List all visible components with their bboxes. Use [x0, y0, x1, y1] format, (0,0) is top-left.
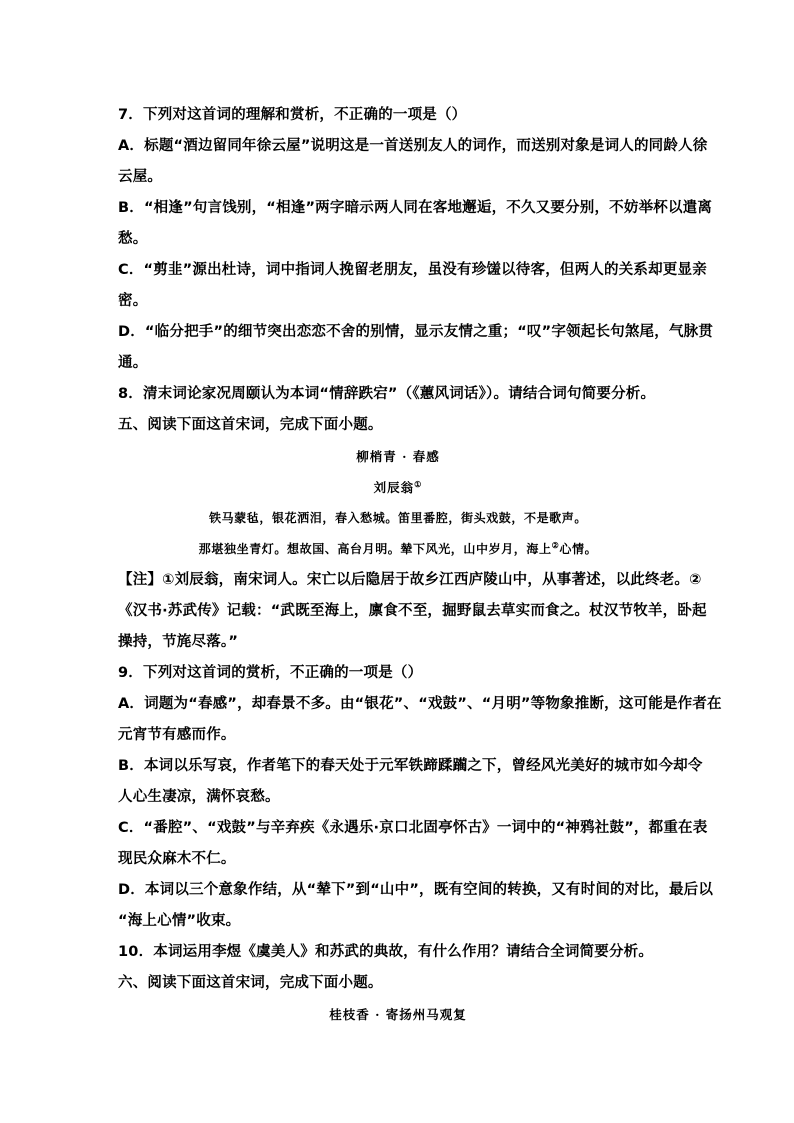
poem1-line1: 铁马蒙毡，银花洒泪，春入愁城。笛里番腔，街头戏鼓，不是歌声。 — [208, 511, 587, 525]
note-line1: 【注】①刘辰翁，南宋词人。宋亡以后隐居于故乡江西庐陵山中，从事著述，以此终老。② — [118, 572, 702, 588]
option-7c-line1: C．“剪韭”源出杜诗，词中指词人挽留老朋友，虽没有珍馐以待客，但两人的关系却更显亲 — [118, 262, 707, 278]
section-6-heading: 六、阅读下面这首宋词，完成下面小题。 — [118, 975, 383, 991]
poem1-author-note-mark: ① — [414, 478, 423, 489]
poem1-line2-text-a: 那堪独坐青灯。想故国、高台月明。辇下风光，山中岁月，海上 — [198, 542, 552, 556]
note-line3: 操持，节旄尽落。” — [118, 634, 239, 650]
option-9b-line2: 人心生凄凉，满怀哀愁。 — [118, 789, 280, 805]
option-7d-line1: D．“临分把手”的细节突出恋恋不舍的别情，显示友情之重；“叹”字领起长句煞尾，气脉贯 — [118, 324, 714, 340]
poem2-title: 桂枝香 · 寄扬州马观复 — [329, 1007, 467, 1022]
option-9d-line1: D．本词以三个意象作结，从“辇下”到“山中”，既有空间的转换，又有时间的对比，最后以 — [118, 882, 714, 898]
poem1-line2 — [118, 534, 678, 565]
document-content — [118, 100, 722, 1030]
poem1-line2-note-mark: ② — [551, 540, 560, 550]
question-8: 8．清末词论家况周颐认为本词“情辞跌宕”（《蕙风词话》）。请结合词句简要分析。 — [118, 386, 656, 402]
option-9c-line1: C．“番腔”、“戏鼓”与辛弃疾《永遇乐·京口北固亭怀古》一词中的“神鸦社鼓”，都重在表 — [118, 820, 708, 836]
option-9d-line2: “海上心情”收束。 — [118, 913, 241, 929]
poem1-author — [118, 472, 678, 503]
note-line2: 《汉书·苏武传》记载：“武既至海上，廪食不至，掘野鼠去草实而食之。杖汉节牧羊，卧起 — [118, 603, 707, 619]
poem1-title: 柳梢青 · 春感 — [356, 449, 440, 464]
poem1-line2-text-b: 心情。 — [559, 542, 598, 556]
option-7b-line1: B．“相逢”句言饯别，“相逢”两字暗示两人同在客地邂逅，不久又要分别，不妨举杯以遣离 — [118, 200, 713, 216]
option-9b-line1: B．本词以乐写哀，作者笔下的春天处于元军铁蹄蹂躏之下，曾经风光美好的城市如今却令 — [118, 758, 703, 774]
option-9a-line2: 元宵节有感而作。 — [118, 727, 236, 743]
question-7: 7．下列对这首词的理解和赏析，不正确的一项是（） — [118, 107, 467, 123]
option-7d-line2: 通。 — [118, 355, 148, 371]
option-7b-line2: 愁。 — [118, 231, 148, 247]
option-9c-line2: 现民众麻木不仁。 — [118, 851, 236, 867]
option-7a-line1: A．标题“酒边留同年徐云屋”说明这是一首送别友人的词作，而送别对象是词人的同龄人徐 — [118, 138, 708, 154]
section-5-heading: 五、阅读下面这首宋词，完成下面小题。 — [118, 417, 383, 433]
question-10: 10．本词运用李煜《虞美人》和苏武的典故，有什么作用？请结合全词简要分析。 — [118, 944, 654, 960]
option-7c-line2: 密。 — [118, 293, 148, 309]
question-9: 9．下列对这首词的赏析，不正确的一项是（） — [118, 665, 423, 681]
option-7a-line2: 云屋。 — [118, 169, 163, 185]
poem1-author-name: 刘辰翁 — [373, 480, 415, 495]
option-9a-line1: A．词题为“春感”，却春景不多。由“银花”、“戏鼓”、“月明”等物象推断，这可能是作者在 — [118, 696, 722, 712]
